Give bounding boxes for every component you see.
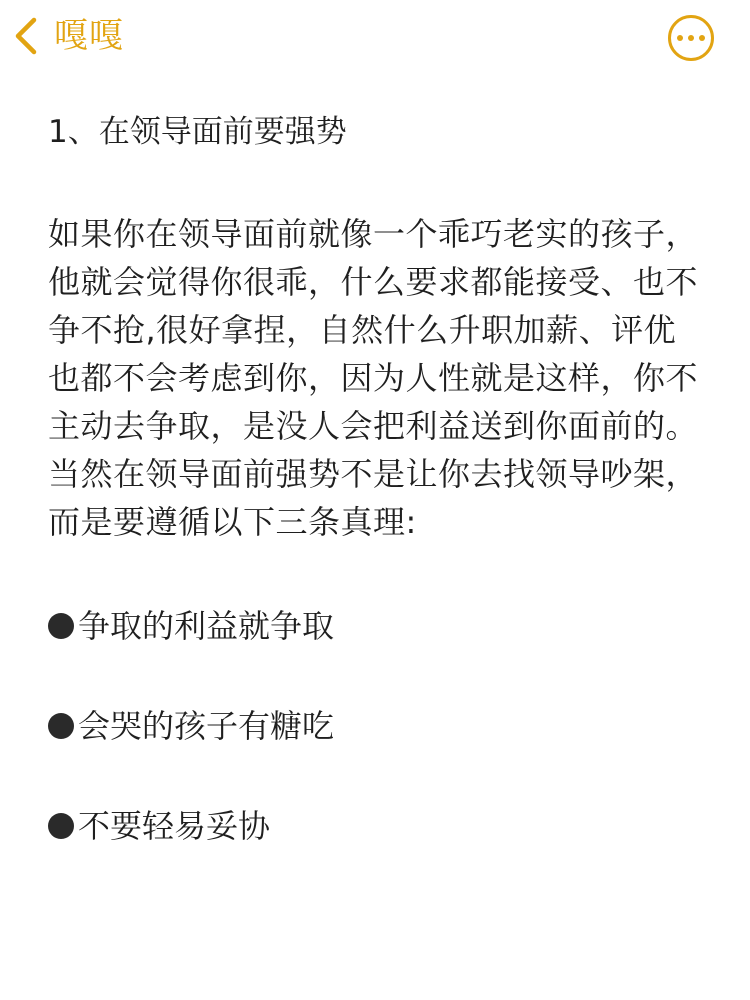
top-nav-bar <box>0 0 750 80</box>
note-heading: 1、在领导面前要强势 <box>48 114 347 150</box>
bullet-item <box>48 702 708 750</box>
note-paragraph: 如果你在领导面前就像一个乖巧老实的孩子，他就会觉得你很乖，什么要求都能接受、也不争不抢,很好拿捏，自然什么升职加薪、评优也都不会考虑到你，因为人性就是这样，你不主动去争取，是没人会把利益送到你面前的。当然在领导面前强势不是让你去找领导吵架，而是要遵循以下三条真理: <box>48 215 699 541</box>
bullet-text: 会哭的孩子有糖吃 <box>78 707 335 745</box>
back-button[interactable] <box>12 10 124 62</box>
nav-title: 嘎嘎 <box>54 16 124 56</box>
bullet-text: 争取的利益就争取 <box>78 607 335 645</box>
bullet-icon <box>48 713 74 739</box>
bullet-item <box>48 802 708 850</box>
bullet-icon <box>48 613 74 639</box>
bullet-list <box>48 602 708 850</box>
more-icon <box>677 35 705 41</box>
note-content <box>48 108 708 850</box>
chevron-left-icon <box>12 16 40 56</box>
more-button[interactable] <box>668 15 714 61</box>
bullet-text: 不要轻易妥协 <box>78 807 271 845</box>
bullet-item <box>48 602 708 650</box>
bullet-icon <box>48 813 74 839</box>
